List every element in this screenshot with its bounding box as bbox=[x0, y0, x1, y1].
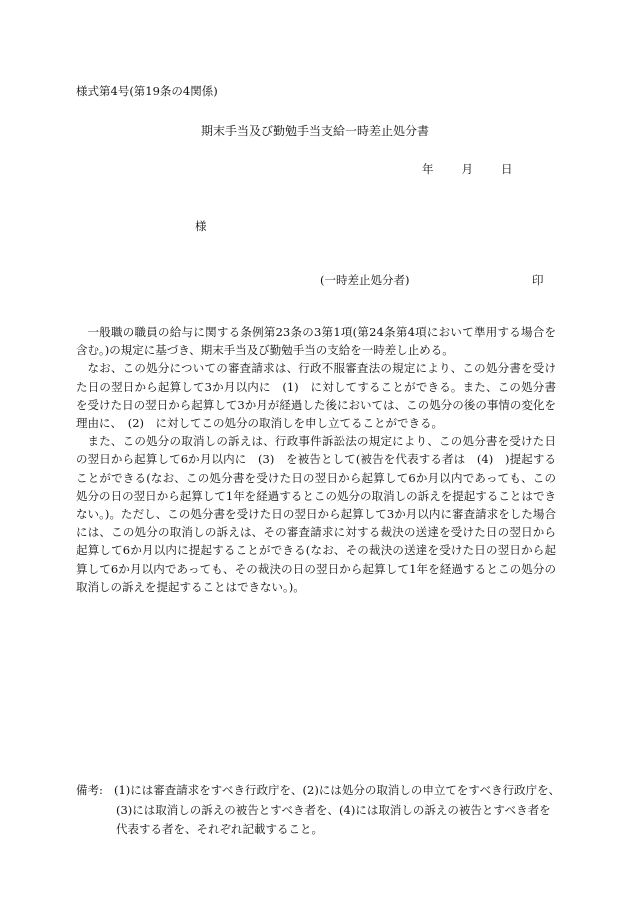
remarks-line: (3)には取消しの訴えの被告とすべき者を、(4)には取消しの訴えの被告とすべき者を bbox=[116, 802, 551, 817]
remarks bbox=[76, 781, 566, 840]
paragraph-lawsuit: また、この処分の取消しの訴えは、行政事件訴訟法の規定により、この処分書を受けた日の翌日から起算して6か月以内に (3) を被告として(被告を代表する者は (4) )提起することができる(なお、この処分書を受けた日の翌日から起算して6か月以内であっても、この処分の日の翌日から起算して1年を経過するとこの処分の取消しの訴えを提起することはできない。)。ただし、この処分書を受けた日の翌日から起算して3か月以内に審査請求をした場合には、この処分の取消しの訴えは、その審査請求に対する裁決の送達を受けた日の翌日から起算して6か月以内に提起することができる(なお、その裁決の送達を受けた日の翌日から起算して6か月以内であっても、その裁決の日の翌日から起算して1年を経過するとこの処分の取消しの訴えを提起することはできない。)。 bbox=[76, 434, 556, 594]
remarks-label: 備考: bbox=[76, 783, 103, 797]
remarks-line: (1)には審査請求をすべき行政庁を、(2)には処分の取消しの申立てをすべき行政庁を、 bbox=[114, 783, 561, 797]
issuer-label: (一時差止処分者) bbox=[320, 273, 410, 287]
remarks-line: 代表する者を、それぞれ記載すること。 bbox=[116, 822, 323, 836]
addressee-suffix: 様 bbox=[195, 219, 207, 233]
date-day-label: 日 bbox=[501, 162, 513, 176]
body-text bbox=[76, 323, 556, 596]
form-number: 様式第4号(第19条の4関係) bbox=[76, 84, 218, 98]
date-line bbox=[422, 161, 513, 177]
paragraph-basis: 一般職の職員の給与に関する条例第23条の3第1項(第24条第4項において準用する場合を含む。)の規定に基づき、期末手当及び勤勉手当の支給を一時差し止める。 bbox=[76, 325, 556, 358]
date-year-label: 年 bbox=[422, 162, 434, 176]
date-month-label: 月 bbox=[461, 162, 473, 176]
paragraph-review-request: なお、この処分についての審査請求は、行政不服審査法の規定により、この処分書を受けた日の翌日から起算して3か月以内に (1) に対してすることができる。また、この処分書を受けた日の翌日から起算して3か月が経過した後においては、この処分の後の事情の変化を理由に、 (2) に対してこの処分の取消しを申し立てることができる。 bbox=[76, 361, 556, 431]
seal-mark: 印 bbox=[532, 273, 544, 287]
document-title: 期末手当及び勤勉手当支給一時差止処分書 bbox=[200, 124, 429, 138]
